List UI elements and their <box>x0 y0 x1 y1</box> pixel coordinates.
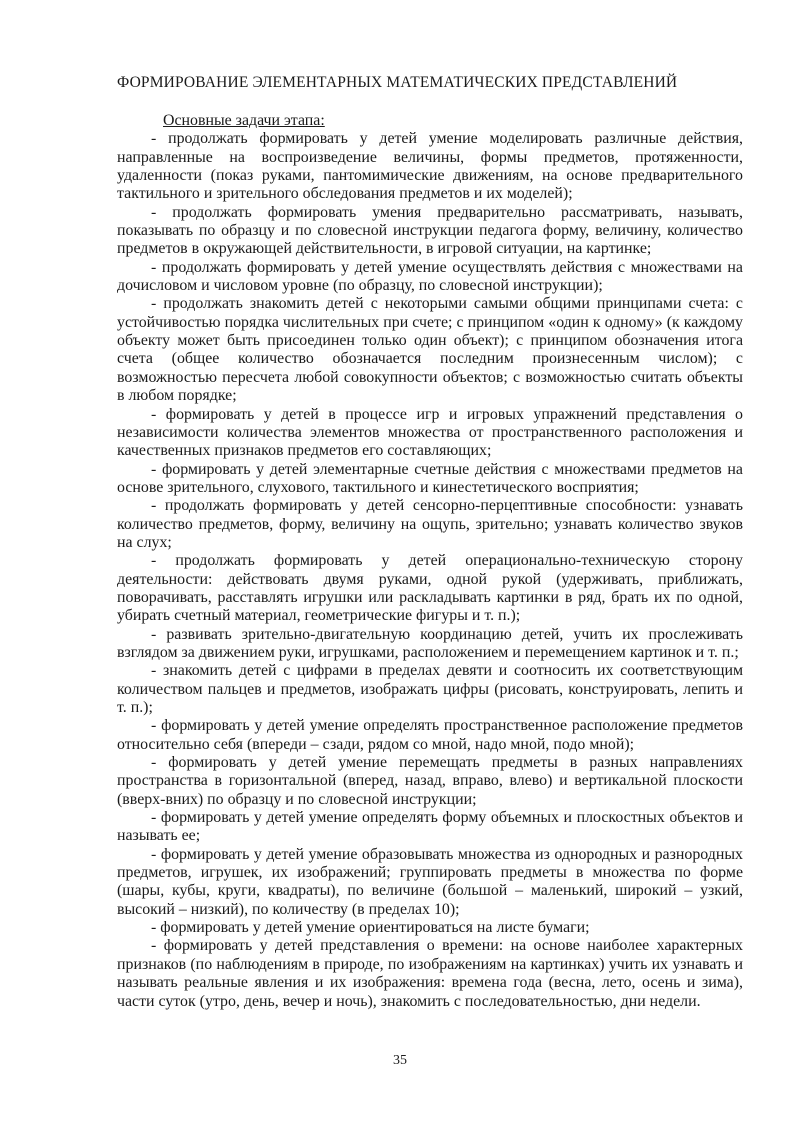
page-number: 35 <box>393 1053 407 1068</box>
task-paragraph: - формировать у детей умение образовывать множества из однородных и разнородных предметов, игрушек, их изображений; группировать предметы в множества по форме (шары, кубы, круги, квадраты), по величине (большой – маленький, широкий – узкий, высокий – низкий), по количеству (в пределах 10); <box>117 845 743 918</box>
task-paragraph: - формировать у детей в процессе игр и игровых упражнений представления о независимости количества элементов множества от пространственного расположения и качественных признаков предметов его составляющих; <box>117 405 743 460</box>
task-paragraph: - формировать у детей элементарные счетные действия с множествами предметов на основе зрительного, слухового, тактильного и кинестетического восприятия; <box>117 460 743 496</box>
document-body <box>117 112 743 1011</box>
task-paragraph: - продолжать знакомить детей с некоторыми самыми общими принципами счета: с устойчивостью порядка числительных при счете; с принципом «один к одному» (к каждому объекту может быть присоединен только один объект); с принципом обозначения итога счета (общее количество обозначается последним произнесенным числом); с возможностью пересчета любой совокупности объектов; с возможностью считать объекты в любом порядке; <box>117 295 743 405</box>
task-paragraph: - знакомить детей с цифрами в пределах девяти и соотносить их соответствующим количеством пальцев и предметов, изображать цифры (рисовать, конструировать, лепить и т. п.); <box>117 662 743 716</box>
task-paragraph: - формировать у детей умение определять форму объемных и плоскостных объектов и называть ее; <box>117 809 743 845</box>
task-paragraph: - формировать у детей умение ориентироваться на листе бумаги; <box>151 919 590 937</box>
task-paragraph: - формировать у детей умение перемещать предметы в разных направлениях пространства в горизонтальной (вперед, назад, вправо, влево) и вертикальной плоскости (вверх-вних) по образцу и по словесной инструкции; <box>117 754 743 808</box>
section-heading: ФОРМИРОВАНИЕ ЭЛЕМЕНТАРНЫХ МАТЕМАТИЧЕСКИХ ПРЕДСТАВЛЕНИЙ <box>117 74 678 91</box>
task-paragraph: - формировать у детей представления о времени: на основе наиболее характерных признаков (по наблюдениям в природе, по изображениям на картинках) учить их узнавать и называть реальные явления и их изображения: времена года (весна, лето, осень и зима), части суток (утро, день, вечер и ночь), знакомить с последовательностью, дни недели. <box>117 937 743 1010</box>
task-paragraph: - продолжать формировать у детей умение моделировать различные действия, направленные на воспроизведение величины, формы предметов, протяженности, удаленности (показ руками, пантомимические движениям, на основе предварительного тактильного и зрительного обследования предметов и их моделей); <box>117 130 743 203</box>
task-paragraph: - развивать зрительно-двигательную координацию детей, учить их прослеживать взглядом за движением руки, игрушками, расположением и перемещением картинок и т. п.; <box>117 625 743 661</box>
task-paragraph: - формировать у детей умение определять пространственное расположение предметов относительно себя (впереди – сзади, рядом со мной, надо мной, подо мной); <box>117 717 743 753</box>
task-paragraph: - продолжать формировать у детей операционально-техническую сторону деятельности: действовать двумя руками, одной рукой (удерживать, приближать, поворачивать, расставлять игрушки или раскладывать картинки в ряд, брать их по одной, убирать счетный материал, геометрические фигуры и т. п.); <box>117 552 743 625</box>
task-paragraph: - продолжать формировать умения предварительно рассматривать, называть, показывать по образцу и по словесной инструкции педагога форму, величину, количество предметов в окружающей действительности, в игровой ситуации, на картинке; <box>117 203 743 258</box>
task-paragraph: - продолжать формировать у детей сенсорно-перцептивные способности: узнавать количество предметов, форму, величину на ощупь, зрительно; узнавать количество звуков на слух; <box>117 497 743 551</box>
task-paragraph: - продолжать формировать у детей умение осуществлять действия с множествами на дочисловом и числовом уровне (по образцу, по словесной инструкции); <box>117 258 743 295</box>
subtitle: Основные задачи этапа: <box>163 112 325 129</box>
